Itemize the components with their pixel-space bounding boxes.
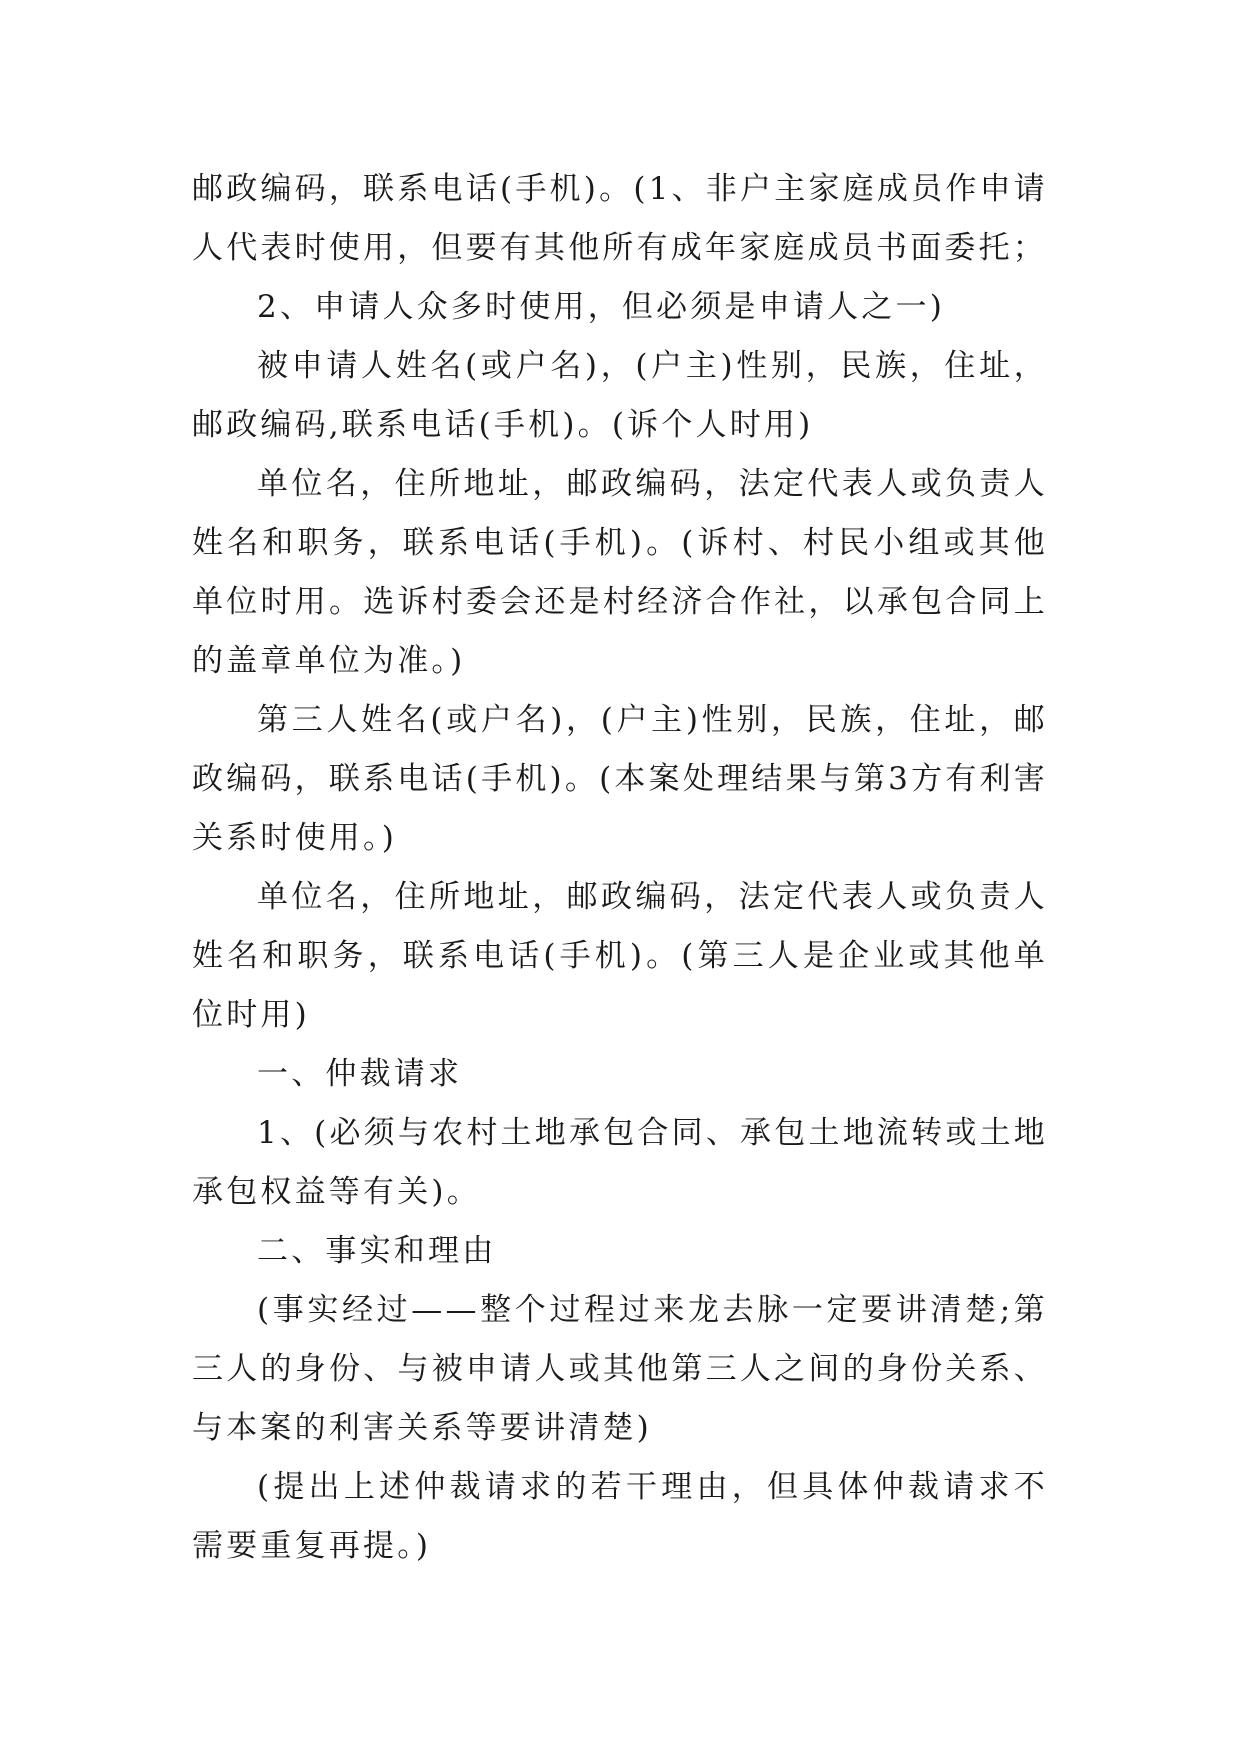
- paragraph-applicant-note: 2、申请人众多时使用，但必须是申请人之一): [257, 289, 946, 325]
- paragraph-facts: (事实经过——整个过程过来龙去脉一定要讲清楚;第三人的身份、与被申请人或其他第三人之间的身份关系、与本案的利害关系等要讲清楚): [192, 1292, 1048, 1446]
- document-body: [192, 160, 1048, 1576]
- paragraph-reasons: (提出上述仲裁请求的若干理由，但具体仲裁请求不需要重复再提。): [192, 1469, 1048, 1564]
- paragraph-respondent-person: 被申请人姓名(或户名)，(户主)性别，民族，住址，邮政编码,联系电话(手机)。(诉个人时用): [192, 348, 1048, 443]
- paragraph-respondent-unit: 单位名，住所地址，邮政编码，法定代表人或负责人姓名和职务，联系电话(手机)。(诉村、村民小组或其他单位时用。选诉村委会还是村经济合作社，以承包合同上的盖章单位为准。): [192, 466, 1048, 679]
- paragraph-third-party-person: 第三人姓名(或户名)，(户主)性别，民族，住址，邮政编码，联系电话(手机)。(本案处理结果与第3方有利害关系时使用。): [192, 702, 1048, 856]
- paragraph-applicant-contact: 邮政编码，联系电话(手机)。(1、非户主家庭成员作申请人代表时使用，但要有其他所有成年家庭成员书面委托；: [192, 171, 1048, 266]
- paragraph-request-item: 1、(必须与农村土地承包合同、承包土地流转或土地承包权益等有关)。: [192, 1115, 1048, 1210]
- paragraph-third-party-unit: 单位名，住所地址，邮政编码，法定代表人或负责人姓名和职务，联系电话(手机)。(第三人是企业或其他单位时用): [192, 879, 1048, 1033]
- heading-arbitration-request: 一、仲裁请求: [257, 1056, 463, 1092]
- heading-facts-reasons: 二、事实和理由: [257, 1233, 497, 1269]
